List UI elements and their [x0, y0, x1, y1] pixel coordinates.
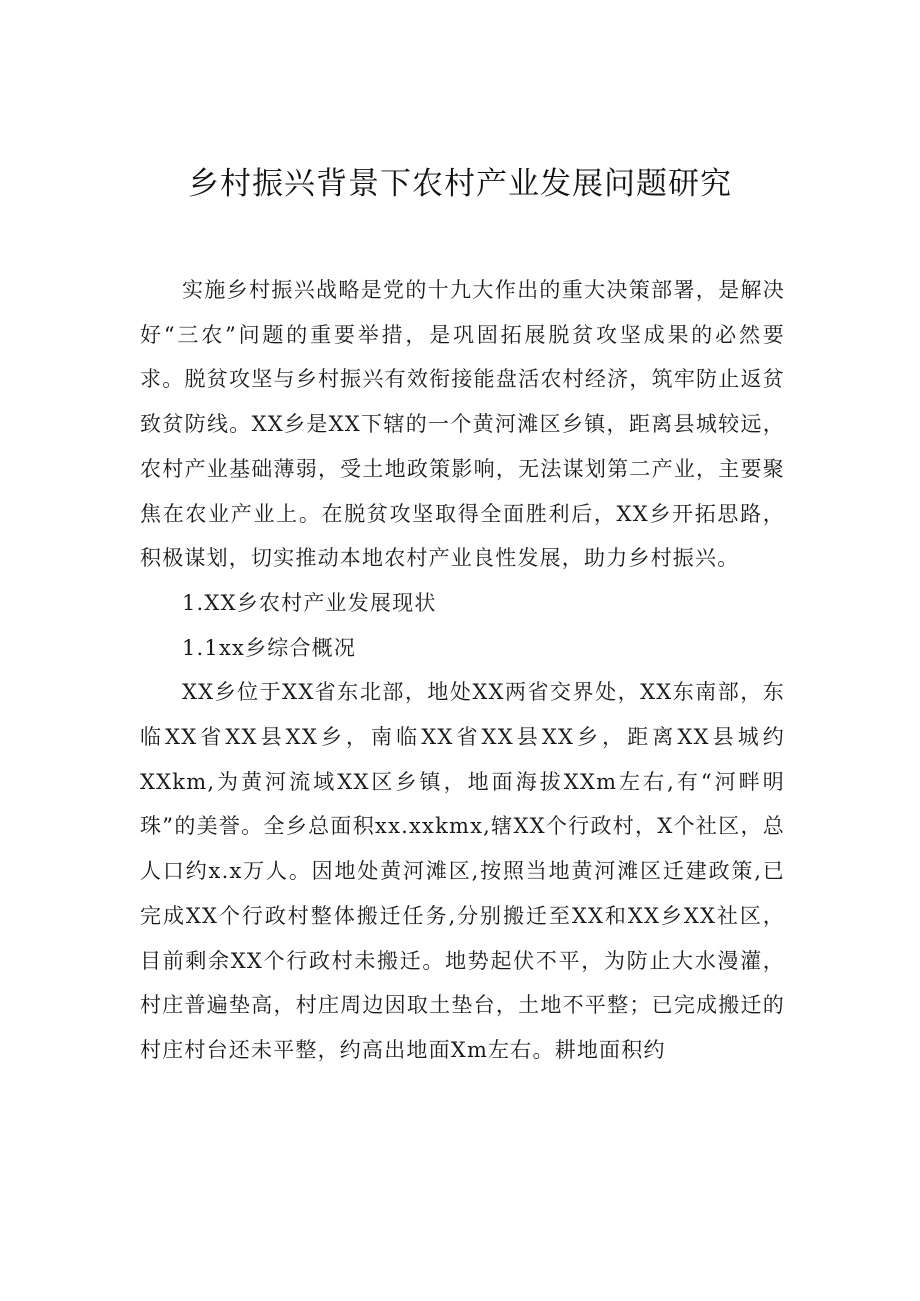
overview-paragraph: XX乡位于XX省东北部，地处XX两省交界处，XX东南部，东临XX省XX县XX乡，南临XX省XX县XX乡，距离XX县城约XXkm,为黄河流域XX区乡镇，地面海拔XXm左右,有“河畔明珠”的美誉。全乡总面积xx.xxkmx,辖XX个行政村，X个社区，总人口约x.x万人。因地处黄河滩区,按照当地黄河滩区迁建政策,已完成XX个行政村整体搬迁任务,分别搬迁至XX和XX乡XX社区，目前剩余XX个行政村未搬迁。地势起伏不平，为防止大水漫灌，村庄普遍垫高，村庄周边因取土垫台，土地不平整；已完成搬迁的村庄村台还未平整，约高出地面Xm左右。耕地面积约 — [140, 680, 785, 1062]
document-title: 乡村振兴背景下农村产业发展问题研究 — [188, 166, 732, 202]
intro-section — [140, 268, 785, 1073]
subsection-heading-1-1: 1.1xx乡综合概况 — [182, 635, 357, 660]
section-heading-1: 1.XX乡农村产业发展现状 — [182, 590, 437, 615]
intro-paragraph: 实施乡村振兴战略是党的十九大作出的重大决策部署，是解决好“三农”问题的重要举措，是巩固拓展脱贫攻坚成果的必然要求。脱贫攻坚与乡村振兴有效衔接能盘活农村经济，筑牢防止返贫致贫防线。XX乡是XX下辖的一个黄河滩区乡镇，距离县城较远，农村产业基础薄弱，受土地政策影响，无法谋划第二产业，主要聚焦在农业产业上。在脱贫攻坚取得全面胜利后，XX乡开拓思路，积极谋划，切实推动本地农村产业良性发展，助力乡村振兴。 — [140, 278, 785, 571]
